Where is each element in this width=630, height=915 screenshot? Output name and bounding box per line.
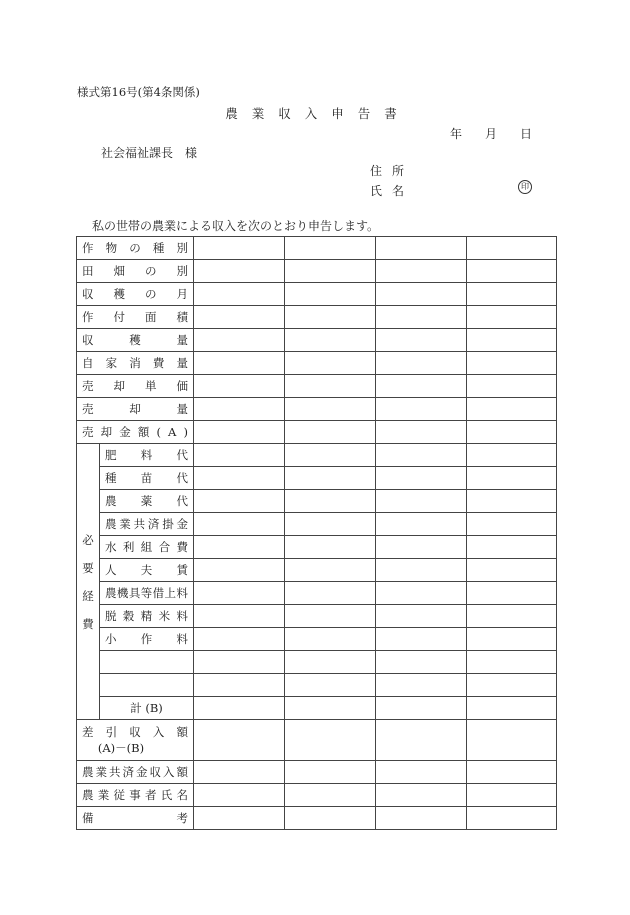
input-cell[interactable]	[194, 375, 285, 398]
input-cell[interactable]	[376, 559, 467, 582]
input-cell[interactable]	[376, 513, 467, 536]
input-cell[interactable]	[376, 375, 467, 398]
table-row	[77, 536, 557, 559]
input-cell[interactable]	[467, 536, 557, 559]
input-cell[interactable]	[467, 784, 557, 807]
table-row	[77, 306, 557, 329]
input-cell[interactable]	[194, 582, 285, 605]
input-cell[interactable]	[467, 513, 557, 536]
input-cell[interactable]	[376, 260, 467, 283]
input-cell[interactable]	[194, 697, 285, 720]
table-row	[77, 651, 557, 674]
input-cell[interactable]	[467, 807, 557, 830]
input-cell[interactable]	[467, 444, 557, 467]
input-cell[interactable]	[194, 674, 285, 697]
table-row	[77, 559, 557, 582]
row-label: 田 畑 の 別	[82, 264, 188, 278]
date-day-label: 日	[520, 127, 533, 141]
input-cell[interactable]	[467, 605, 557, 628]
input-cell[interactable]	[376, 237, 467, 260]
input-cell[interactable]	[285, 352, 376, 375]
input-cell[interactable]	[467, 352, 557, 375]
input-cell[interactable]	[285, 490, 376, 513]
row-label: 人 夫 賃	[105, 563, 188, 577]
table-row	[77, 807, 557, 830]
table-row	[77, 467, 557, 490]
input-cell[interactable]	[285, 761, 376, 784]
input-cell[interactable]	[467, 628, 557, 651]
input-cell[interactable]	[285, 237, 376, 260]
input-cell[interactable]	[194, 761, 285, 784]
table-row	[77, 283, 557, 306]
table-row	[77, 352, 557, 375]
table-row	[77, 761, 557, 784]
input-cell[interactable]	[376, 536, 467, 559]
input-cell[interactable]	[376, 761, 467, 784]
input-cell[interactable]	[194, 237, 285, 260]
date-month-label: 月	[485, 127, 498, 141]
input-cell[interactable]	[285, 807, 376, 830]
input-cell[interactable]	[194, 490, 285, 513]
table-row	[77, 582, 557, 605]
net-income-formula: (A)－(B)	[97, 741, 145, 755]
input-cell[interactable]	[194, 605, 285, 628]
input-cell[interactable]	[285, 283, 376, 306]
input-cell[interactable]	[285, 260, 376, 283]
input-cell[interactable]	[285, 674, 376, 697]
input-cell[interactable]	[285, 513, 376, 536]
input-cell[interactable]	[467, 582, 557, 605]
input-cell[interactable]	[467, 761, 557, 784]
input-cell[interactable]	[285, 559, 376, 582]
input-cell[interactable]	[467, 467, 557, 490]
input-cell[interactable]	[194, 306, 285, 329]
input-cell[interactable]	[194, 651, 285, 674]
input-cell[interactable]	[376, 784, 467, 807]
input-cell[interactable]	[376, 628, 467, 651]
input-cell[interactable]	[467, 306, 557, 329]
input-cell[interactable]	[376, 467, 467, 490]
table-row	[77, 398, 557, 421]
input-cell[interactable]	[376, 329, 467, 352]
row-label: 作 付 面 積	[82, 310, 188, 324]
input-cell[interactable]	[376, 651, 467, 674]
table-row	[77, 329, 557, 352]
input-cell[interactable]	[376, 582, 467, 605]
table-row	[77, 375, 557, 398]
input-cell[interactable]	[194, 398, 285, 421]
input-cell[interactable]	[194, 467, 285, 490]
input-cell[interactable]	[285, 421, 376, 444]
table-row	[77, 513, 557, 536]
input-cell[interactable]	[285, 467, 376, 490]
row-label: 備 考	[82, 811, 188, 825]
table-row	[77, 697, 557, 720]
date-year-label: 年	[450, 127, 463, 141]
form-number: 様式第16号(第4条関係)	[77, 85, 200, 99]
row-label: 売 却 量	[82, 402, 188, 416]
seal-mark: 印	[518, 180, 532, 194]
row-label: 農 業 共 済 掛 金	[105, 517, 188, 531]
row-label: 水 利 組 合 費	[105, 540, 188, 554]
input-cell[interactable]	[285, 720, 376, 761]
input-cell[interactable]	[194, 421, 285, 444]
input-cell[interactable]	[285, 375, 376, 398]
input-cell[interactable]	[376, 605, 467, 628]
input-cell[interactable]	[376, 720, 467, 761]
input-cell[interactable]	[376, 490, 467, 513]
row-label: 収 穫 の 月	[82, 287, 188, 301]
input-cell[interactable]	[285, 398, 376, 421]
input-cell[interactable]	[285, 306, 376, 329]
table-row	[77, 421, 557, 444]
input-cell[interactable]	[467, 375, 557, 398]
row-label: 脱 穀 精 米 料	[105, 609, 188, 623]
input-cell[interactable]	[467, 559, 557, 582]
intro-text: 私の世帯の農業による収入を次のとおり申告します。	[92, 219, 380, 233]
input-cell[interactable]	[194, 444, 285, 467]
input-cell[interactable]	[467, 674, 557, 697]
input-cell[interactable]	[285, 628, 376, 651]
table-row	[77, 237, 557, 260]
input-cell[interactable]	[194, 260, 285, 283]
row-label: 売 却 金 額 ( A )	[82, 425, 188, 439]
input-cell[interactable]	[194, 536, 285, 559]
row-label: 小 作 料	[105, 632, 188, 646]
input-cell[interactable]	[376, 697, 467, 720]
input-cell[interactable]	[194, 513, 285, 536]
row-label: 農 業 共 済 金 収 入 額	[82, 765, 188, 779]
input-cell[interactable]	[194, 283, 285, 306]
input-cell[interactable]	[194, 559, 285, 582]
input-cell[interactable]	[285, 582, 376, 605]
row-label: 肥 料 代	[105, 448, 188, 462]
input-cell[interactable]	[194, 329, 285, 352]
input-cell[interactable]	[376, 306, 467, 329]
row-label: 売 却 単 価	[82, 379, 188, 393]
row-label: 農 業 従 事 者 氏 名	[82, 788, 188, 802]
input-cell[interactable]	[285, 329, 376, 352]
table-row	[77, 444, 557, 467]
input-cell[interactable]	[285, 444, 376, 467]
table-row	[77, 490, 557, 513]
input-cell[interactable]	[467, 329, 557, 352]
input-cell[interactable]	[467, 237, 557, 260]
addressee: 社会福祉課長 様	[101, 146, 198, 160]
input-cell[interactable]	[376, 352, 467, 375]
input-cell[interactable]	[376, 444, 467, 467]
input-cell[interactable]	[285, 651, 376, 674]
input-cell[interactable]	[467, 697, 557, 720]
input-cell[interactable]	[467, 398, 557, 421]
input-cell[interactable]	[467, 490, 557, 513]
input-cell[interactable]	[467, 421, 557, 444]
table-row	[77, 605, 557, 628]
table-row	[77, 674, 557, 697]
expense-group-label: 必 要 経 費	[77, 444, 100, 720]
input-cell[interactable]	[376, 398, 467, 421]
input-cell[interactable]	[467, 720, 557, 761]
row-label: 自 家 消 費 量	[82, 356, 188, 370]
input-cell[interactable]	[376, 807, 467, 830]
name-label: 氏名	[370, 184, 415, 198]
input-cell[interactable]	[194, 720, 285, 761]
input-cell[interactable]	[376, 674, 467, 697]
row-label: 農 機 具 等 借 上 料	[105, 586, 188, 600]
input-cell[interactable]	[467, 260, 557, 283]
input-cell[interactable]	[194, 352, 285, 375]
table-row	[77, 260, 557, 283]
expense-total-label: 計 (B)	[100, 697, 194, 720]
income-declaration-table	[76, 236, 557, 830]
input-cell[interactable]	[376, 421, 467, 444]
row-label: 農 薬 代	[105, 494, 188, 508]
input-cell[interactable]	[194, 807, 285, 830]
net-income-label: 差 引 収 入 額	[82, 725, 188, 739]
document-title: 農業収入申告書	[225, 106, 411, 121]
table-row	[77, 720, 557, 761]
input-cell[interactable]	[194, 628, 285, 651]
address-label: 住所	[370, 164, 415, 178]
input-cell[interactable]	[376, 283, 467, 306]
table-row	[77, 784, 557, 807]
table-row	[77, 628, 557, 651]
row-label: 種 苗 代	[105, 471, 188, 485]
input-cell[interactable]	[194, 784, 285, 807]
input-cell[interactable]	[467, 651, 557, 674]
row-label: 作 物 の 種 別	[82, 241, 188, 255]
input-cell[interactable]	[285, 536, 376, 559]
input-cell[interactable]	[285, 697, 376, 720]
input-cell[interactable]	[467, 283, 557, 306]
input-cell[interactable]	[285, 605, 376, 628]
row-label: 収 穫 量	[82, 333, 188, 347]
input-cell[interactable]	[285, 784, 376, 807]
